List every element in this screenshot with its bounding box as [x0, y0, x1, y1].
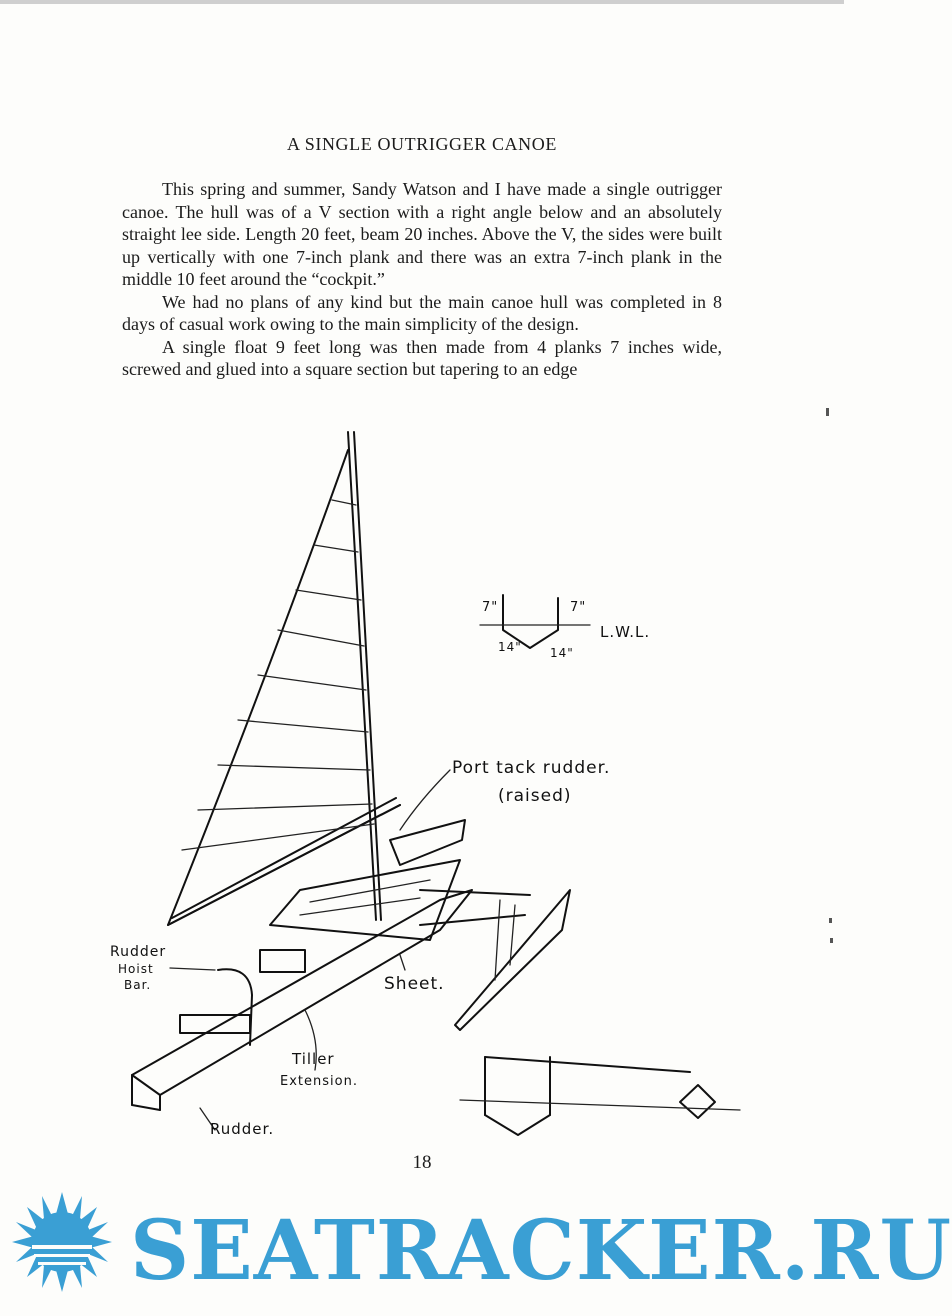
label-rudder-hoist-2: Hoist — [118, 962, 154, 976]
label-lwl: L.W.L. — [600, 623, 651, 641]
scan-speck — [826, 408, 829, 416]
mast-edge — [354, 432, 381, 920]
float-plan-view — [460, 1057, 740, 1135]
outrigger-float — [455, 890, 570, 1030]
label-dim-14-left: 14" — [498, 640, 522, 654]
port-rudder-raised — [390, 820, 465, 865]
sail-leech — [168, 450, 400, 925]
label-dim-7-left: 7" — [482, 600, 499, 615]
canoe-sketch-svg — [100, 420, 760, 1140]
paragraph-1: This spring and summer, Sandy Watson and I have made a single outrigger canoe. The hull was of a V section with a right angle below and an absolutely straight lee side. Length 20 feet, beam 20 inches. Above the V, the sides were built up vertically with one 7-inch plank and there was an extra 7-inch plank in the middle 10 feet around the “cockpit.” — [122, 179, 722, 289]
crossbeam-2 — [420, 915, 525, 925]
page-number: 18 — [412, 1152, 432, 1173]
cockpit-block — [260, 950, 305, 972]
label-dim-7-right: 7" — [570, 600, 587, 615]
boom — [168, 805, 400, 925]
article-body — [122, 178, 722, 381]
crossbeam-1 — [420, 890, 530, 895]
top-border — [0, 0, 844, 4]
deck-platform — [270, 860, 460, 940]
label-raised: (raised) — [498, 786, 572, 806]
page-title: A SINGLE OUTRIGGER CANOE — [287, 134, 557, 154]
paragraph-3: A single float 9 feet long was then made from 4 planks 7 inches wide, screwed and glued into a square section but tapering to an edge — [122, 336, 722, 379]
label-extension: Extension. — [280, 1074, 358, 1089]
canoe-sketch — [100, 420, 760, 1140]
scan-speck — [830, 938, 833, 943]
watermark-text: SEATRACKER.RU — [130, 1203, 952, 1299]
label-tiller: Tiller — [292, 1050, 335, 1068]
tiller-block — [180, 1015, 250, 1033]
label-sheet: Sheet. — [384, 974, 445, 994]
scan-speck — [829, 918, 832, 923]
label-port-tack-rudder: Port tack rudder. — [452, 758, 611, 778]
boom-edge — [172, 798, 396, 918]
label-rudder-hoist-1: Rudder — [110, 944, 167, 960]
sail-battens — [182, 500, 374, 850]
label-dim-14-right: 14" — [550, 646, 574, 660]
mast — [348, 432, 376, 920]
label-rudder: Rudder. — [210, 1120, 275, 1138]
label-rudder-hoist-3: Bar. — [124, 978, 152, 992]
paragraph-2: We had no plans of any kind but the main canoe hull was completed in 8 days of casual work owing to the main simplicity of the design. — [122, 291, 722, 334]
